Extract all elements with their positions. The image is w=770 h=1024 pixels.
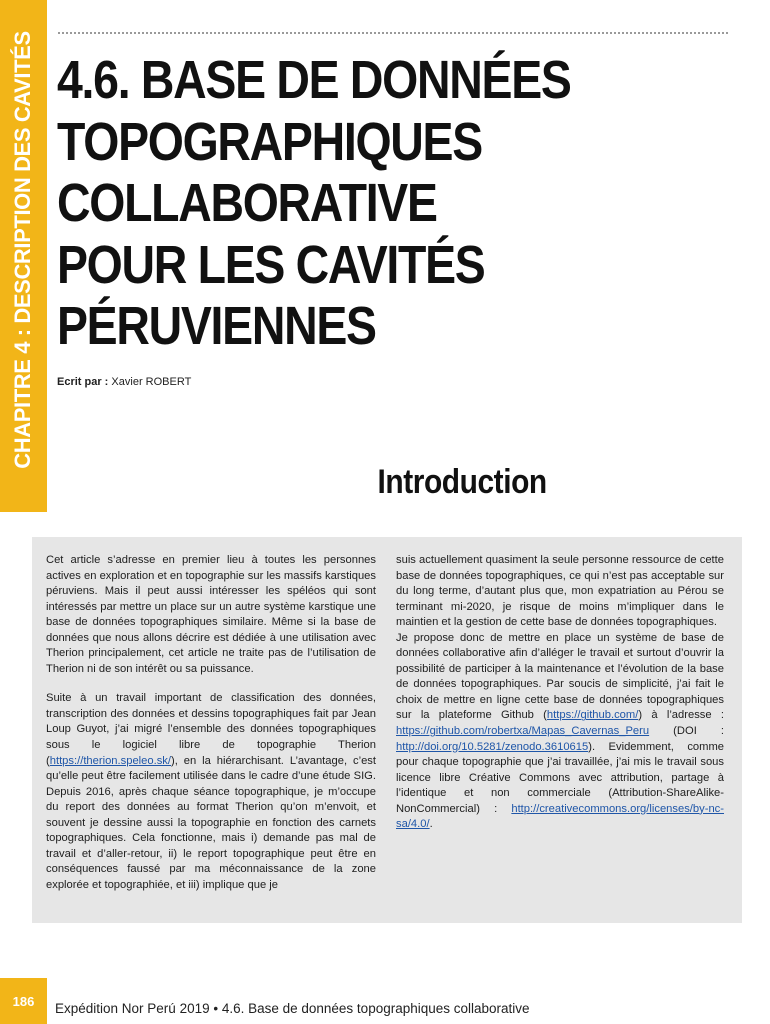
doi-link[interactable]: http://doi.org/10.5281/zenodo.3610615 (396, 740, 589, 753)
byline-label: Ecrit par : (57, 376, 109, 388)
byline-author: Xavier ROBERT (111, 376, 192, 388)
repository-link[interactable]: https://github.com/robertxa/Mapas_Cavernas_Peru (396, 725, 650, 738)
paragraph-text: ), en la hiérarchisant. L’avantage, c’est qu’elle peut être facilement utilisée dans le cadre d’une étude SIG. Depuis 2016, après chaque séance topographique, je m’occupe du report des données au format Therion qu’on m’envoit, et souvent je dessine aussi la topographie en fonction des carnets topographiques. Cela fonctionne, mais i) demande pas mal de travail et d’aller-retour, ii) le report topographique peut être en conséquences faussé par ma méconnaissance de la zone explorée et topographiée, et iii) implique que je (46, 754, 376, 891)
page-title (57, 50, 642, 358)
text-panel (32, 537, 742, 923)
right-column (396, 553, 724, 833)
title-line: COLLABORATIVE (57, 173, 437, 233)
paragraph-text: (DOI : (649, 725, 724, 738)
title-line: TOPOGRAPHIQUES (57, 111, 482, 172)
paragraph: Cet article s’adresse en premier lieu à toutes les personnes actives en exploration et en topographie sur les massifs karstiques péruviens. Mais il peut aussi intéresser les spéléos qui sont intéressés par mettre un place sur un autre système karstique une base de données topographiques similaire. Même si la base de données que nous allons décrire est dédiée à une utilisation avec Therion principalement, cet article ne traite pas de l’utilisation de Therion ni de son intérêt ou sa puissance. (46, 554, 376, 675)
left-column (46, 553, 376, 893)
paragraph-text: Je propose donc de mettre en place un système de base de données collaborative afin d’alléger le travail et surtout d’ouvrir la possibilité de participer à la maintenance et l’évolution de la base de données topographiques. Par soucis de simplicité, j’ai fait le choix de mettre en ligne cette base de données topographiques sur la plateforme Github ( (396, 631, 724, 722)
byline (57, 376, 191, 388)
paragraph (396, 631, 724, 833)
paragraph-text: . (429, 818, 433, 831)
license-link[interactable]: http://creativecommons.org/licenses/by-nc-sa/4.0/ (396, 802, 724, 831)
header-dotted-rule (58, 32, 728, 34)
section-heading (0, 463, 770, 502)
paragraph-text: Suite à un travail important de classification des données, transcription des données et dessins topographiques fait par Jean Loup Guyot, j’ai migré l’ensemble des données topographiques sous le logiciel libre de topographie Therion ( (46, 692, 376, 767)
paragraph: suis actuellement quasiment la seule personne ressource de cette base de données topographiques, ce qui n’est pas acceptable sur du long terme, d’autant plus que, mon expatriation au Pérou se terminant mi-2020, je risque de moins m’impliquer dans le maintien et la gestion de cette base de données topographiques. (396, 554, 724, 629)
therion-link[interactable]: https://therion.speleo.sk/ (49, 754, 171, 767)
section-heading-text: Introduction (377, 463, 548, 501)
chapter-tab-label: CHAPITRE 4 : DESCRIPTION DES CAVITÉS (10, 31, 35, 469)
chapter-side-tab (0, 0, 47, 512)
paragraph (46, 691, 376, 893)
title-line: 4.6. BASE DE DONNÉES (57, 50, 571, 110)
paragraph-text: ). Evidemment, comme pour chaque topographie que j’ai travaillée, j’ai mis le travail sous licence libre Créative Commons avec attribution, partage à l’identique et non commerciale (Attribution-ShareAlike-NonCommercial) : (396, 740, 724, 815)
title-line: PÉRUVIENNES (57, 296, 376, 356)
paragraph-text: ) à l’adresse : (638, 709, 724, 722)
github-link[interactable]: https://github.com/ (546, 709, 639, 722)
running-footer: Expédition Nor Perú 2019 • 4.6. Base de données topographiques collaborative (55, 1001, 530, 1016)
title-line: POUR LES CAVITÉS (57, 234, 485, 295)
page-number: 186 (0, 978, 47, 1024)
